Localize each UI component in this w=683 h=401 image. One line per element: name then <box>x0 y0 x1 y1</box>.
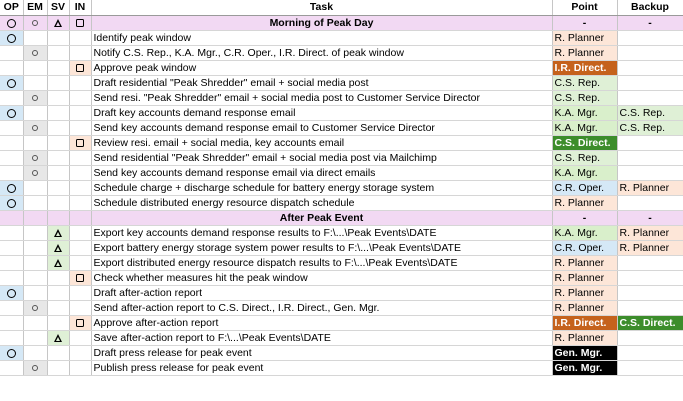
mark-cell-em <box>23 61 47 76</box>
small-dot-icon <box>32 305 38 311</box>
mark-cell-sv <box>47 181 69 196</box>
mark-cell-op <box>0 301 23 316</box>
table-row <box>0 346 683 361</box>
task-text: Schedule distributed energy resource dispatch schedule <box>91 196 552 211</box>
mark-cell-in <box>69 166 91 181</box>
table-row <box>0 46 683 61</box>
circle-icon <box>7 184 16 193</box>
mark-cell-em <box>23 91 47 106</box>
mark-cell-sv <box>47 256 69 271</box>
mark-cell-op <box>0 106 23 121</box>
mark-cell-sv <box>47 331 69 346</box>
section-point-dash: - <box>552 16 617 31</box>
point-person: R. Planner <box>552 331 617 346</box>
task-text: Review resi. email + social media, key accounts email <box>91 136 552 151</box>
mark-cell-op <box>0 271 23 286</box>
point-person: R. Planner <box>552 31 617 46</box>
table-row <box>0 31 683 46</box>
header-sv: SV <box>47 0 69 16</box>
mark-cell-em <box>23 331 47 346</box>
mark-cell-in <box>69 121 91 136</box>
mark-cell-in <box>69 241 91 256</box>
mark-cell-sv <box>47 346 69 361</box>
mark-cell-sv <box>47 46 69 61</box>
mark-cell-sv <box>47 91 69 106</box>
mark-cell-in <box>69 286 91 301</box>
mark-cell-in <box>69 346 91 361</box>
mark-cell-em <box>23 46 47 61</box>
section-title: Morning of Peak Day <box>91 16 552 31</box>
mark-cell-em <box>23 256 47 271</box>
small-dot-icon <box>32 365 38 371</box>
legend-cell-em <box>23 16 47 31</box>
mark-cell-em <box>23 271 47 286</box>
task-text: Send key accounts demand response email via direct emails <box>91 166 552 181</box>
task-text: Send after-action report to C.S. Direct., I.R. Direct., Gen. Mgr. <box>91 301 552 316</box>
mark-cell-em <box>23 106 47 121</box>
mark-cell-sv <box>47 121 69 136</box>
circle-icon <box>7 34 16 43</box>
mark-cell-op <box>0 346 23 361</box>
mark-cell-in <box>69 31 91 46</box>
table-row <box>0 61 683 76</box>
mark-cell-op <box>0 76 23 91</box>
square-icon <box>76 19 84 27</box>
table-row <box>0 331 683 346</box>
mark-cell-sv <box>47 316 69 331</box>
mark-cell-in <box>69 331 91 346</box>
square-icon <box>76 319 84 327</box>
square-icon <box>76 139 84 147</box>
backup-person <box>617 256 683 271</box>
mark-cell-op <box>0 121 23 136</box>
mark-cell-in <box>69 106 91 121</box>
mark-cell-em <box>23 361 47 376</box>
backup-person <box>617 196 683 211</box>
point-person: K.A. Mgr. <box>552 226 617 241</box>
mark-cell-op <box>0 61 23 76</box>
mark-cell-sv <box>47 106 69 121</box>
table-row <box>0 136 683 151</box>
backup-person <box>617 271 683 286</box>
mark-cell-in <box>69 196 91 211</box>
mark-cell-em <box>23 151 47 166</box>
section-backup-dash: - <box>617 16 683 31</box>
square-icon <box>76 274 84 282</box>
legend-cell-sv <box>47 211 69 226</box>
mark-cell-sv <box>47 361 69 376</box>
task-text: Send key accounts demand response email to Customer Service Director <box>91 121 552 136</box>
backup-person <box>617 91 683 106</box>
section-point-dash: - <box>552 211 617 226</box>
point-person: C.S. Rep. <box>552 76 617 91</box>
task-text: Save after-action report to F:\...\Peak Events\DATE <box>91 331 552 346</box>
mark-cell-op <box>0 136 23 151</box>
triangle-icon <box>54 259 62 267</box>
circle-icon <box>7 109 16 118</box>
mark-cell-em <box>23 226 47 241</box>
header-em: EM <box>23 0 47 16</box>
mark-cell-sv <box>47 76 69 91</box>
mark-cell-em <box>23 196 47 211</box>
circle-icon <box>7 199 16 208</box>
legend-cell-op <box>0 16 23 31</box>
task-text: Draft after-action report <box>91 286 552 301</box>
circle-icon <box>7 289 16 298</box>
backup-person: R. Planner <box>617 241 683 256</box>
mark-cell-op <box>0 241 23 256</box>
point-person: C.S. Direct. <box>552 136 617 151</box>
task-text: Export battery energy storage system power results to F:\...\Peak Events\DATE <box>91 241 552 256</box>
legend-cell-in <box>69 211 91 226</box>
mark-cell-em <box>23 121 47 136</box>
section-backup-dash: - <box>617 211 683 226</box>
legend-cell-sv <box>47 16 69 31</box>
table-row <box>0 76 683 91</box>
table-row <box>0 151 683 166</box>
backup-person <box>617 166 683 181</box>
point-person: C.S. Rep. <box>552 151 617 166</box>
point-person: K.A. Mgr. <box>552 121 617 136</box>
section-row <box>0 16 683 31</box>
table-row <box>0 361 683 376</box>
small-dot-icon <box>32 20 38 26</box>
header-op: OP <box>0 0 23 16</box>
point-person: C.S. Rep. <box>552 91 617 106</box>
point-person: K.A. Mgr. <box>552 166 617 181</box>
backup-person <box>617 136 683 151</box>
mark-cell-em <box>23 286 47 301</box>
task-text: Identify peak window <box>91 31 552 46</box>
backup-person <box>617 331 683 346</box>
mark-cell-in <box>69 316 91 331</box>
mark-cell-op <box>0 91 23 106</box>
task-text: Approve after-action report <box>91 316 552 331</box>
mark-cell-sv <box>47 241 69 256</box>
mark-cell-op <box>0 46 23 61</box>
point-person: R. Planner <box>552 46 617 61</box>
mark-cell-in <box>69 256 91 271</box>
backup-person <box>617 46 683 61</box>
small-dot-icon <box>32 95 38 101</box>
task-text: Check whether measures hit the peak window <box>91 271 552 286</box>
backup-person <box>617 151 683 166</box>
table-row <box>0 196 683 211</box>
mark-cell-sv <box>47 271 69 286</box>
point-person: I.R. Direct. <box>552 61 617 76</box>
table-row <box>0 316 683 331</box>
section-title: After Peak Event <box>91 211 552 226</box>
mark-cell-em <box>23 166 47 181</box>
triangle-icon <box>54 244 62 252</box>
task-text: Draft residential "Peak Shredder" email + social media post <box>91 76 552 91</box>
task-text: Schedule charge + discharge schedule for battery energy storage system <box>91 181 552 196</box>
mark-cell-sv <box>47 286 69 301</box>
mark-cell-op <box>0 151 23 166</box>
mark-cell-em <box>23 76 47 91</box>
mark-cell-sv <box>47 301 69 316</box>
mark-cell-op <box>0 256 23 271</box>
mark-cell-in <box>69 181 91 196</box>
backup-person: R. Planner <box>617 181 683 196</box>
circle-icon <box>7 19 16 28</box>
mark-cell-sv <box>47 136 69 151</box>
mark-cell-em <box>23 136 47 151</box>
header-in: IN <box>69 0 91 16</box>
mark-cell-sv <box>47 196 69 211</box>
mark-cell-op <box>0 196 23 211</box>
mark-cell-op <box>0 316 23 331</box>
mark-cell-sv <box>47 151 69 166</box>
mark-cell-in <box>69 361 91 376</box>
triangle-icon <box>54 334 62 342</box>
table-row <box>0 241 683 256</box>
mark-cell-in <box>69 301 91 316</box>
backup-person: R. Planner <box>617 226 683 241</box>
small-dot-icon <box>32 155 38 161</box>
small-dot-icon <box>32 170 38 176</box>
point-person: R. Planner <box>552 271 617 286</box>
point-person: R. Planner <box>552 196 617 211</box>
table-row <box>0 181 683 196</box>
mark-cell-em <box>23 241 47 256</box>
point-person: Gen. Mgr. <box>552 361 617 376</box>
mark-cell-sv <box>47 226 69 241</box>
small-dot-icon <box>32 125 38 131</box>
task-text: Approve peak window <box>91 61 552 76</box>
point-person: R. Planner <box>552 256 617 271</box>
mark-cell-sv <box>47 61 69 76</box>
backup-person: C.S. Rep. <box>617 121 683 136</box>
point-person: I.R. Direct. <box>552 316 617 331</box>
mark-cell-in <box>69 61 91 76</box>
mark-cell-em <box>23 181 47 196</box>
task-text: Export distributed energy resource dispatch results to F:\...\Peak Events\DATE <box>91 256 552 271</box>
mark-cell-op <box>0 331 23 346</box>
mark-cell-op <box>0 31 23 46</box>
mark-cell-op <box>0 226 23 241</box>
legend-cell-op <box>0 211 23 226</box>
mark-cell-sv <box>47 166 69 181</box>
table-row <box>0 256 683 271</box>
table-row <box>0 91 683 106</box>
mark-cell-op <box>0 166 23 181</box>
header-backup: Backup <box>617 0 683 16</box>
mark-cell-in <box>69 91 91 106</box>
mark-cell-in <box>69 226 91 241</box>
mark-cell-em <box>23 301 47 316</box>
backup-person <box>617 76 683 91</box>
mark-cell-em <box>23 346 47 361</box>
legend-cell-em <box>23 211 47 226</box>
mark-cell-in <box>69 136 91 151</box>
circle-icon <box>7 79 16 88</box>
triangle-icon <box>54 229 62 237</box>
backup-person <box>617 346 683 361</box>
triangle-icon <box>54 19 62 27</box>
point-person: R. Planner <box>552 301 617 316</box>
table-row <box>0 301 683 316</box>
backup-person: C.S. Direct. <box>617 316 683 331</box>
task-text: Send residential "Peak Shredder" email + social media post via Mailchimp <box>91 151 552 166</box>
mark-cell-sv <box>47 31 69 46</box>
backup-person <box>617 31 683 46</box>
point-person: C.R. Oper. <box>552 241 617 256</box>
circle-icon <box>7 349 16 358</box>
mark-cell-op <box>0 286 23 301</box>
mark-cell-em <box>23 31 47 46</box>
task-text: Notify C.S. Rep., K.A. Mgr., C.R. Oper., I.R. Direct. of peak window <box>91 46 552 61</box>
table-row <box>0 286 683 301</box>
backup-person <box>617 361 683 376</box>
task-text: Send resi. "Peak Shredder" email + social media post to Customer Service Director <box>91 91 552 106</box>
table-row <box>0 271 683 286</box>
mark-cell-in <box>69 46 91 61</box>
point-person: K.A. Mgr. <box>552 106 617 121</box>
header-task: Task <box>91 0 552 16</box>
task-text: Publish press release for peak event <box>91 361 552 376</box>
table-row <box>0 226 683 241</box>
point-person: R. Planner <box>552 286 617 301</box>
table-row <box>0 121 683 136</box>
task-text: Draft key accounts demand response email <box>91 106 552 121</box>
backup-person: C.S. Rep. <box>617 106 683 121</box>
backup-person <box>617 61 683 76</box>
table-row <box>0 166 683 181</box>
mark-cell-in <box>69 76 91 91</box>
point-person: Gen. Mgr. <box>552 346 617 361</box>
square-icon <box>76 64 84 72</box>
header-point: Point <box>552 0 617 16</box>
task-text: Draft press release for peak event <box>91 346 552 361</box>
mark-cell-in <box>69 151 91 166</box>
backup-person <box>617 286 683 301</box>
mark-cell-em <box>23 316 47 331</box>
backup-person <box>617 301 683 316</box>
task-text: Export key accounts demand response results to F:\...\Peak Events\DATE <box>91 226 552 241</box>
legend-cell-in <box>69 16 91 31</box>
mark-cell-op <box>0 361 23 376</box>
small-dot-icon <box>32 50 38 56</box>
section-row <box>0 211 683 226</box>
header-row <box>0 0 683 16</box>
table-row <box>0 106 683 121</box>
point-person: C.R. Oper. <box>552 181 617 196</box>
mark-cell-op <box>0 181 23 196</box>
mark-cell-in <box>69 271 91 286</box>
